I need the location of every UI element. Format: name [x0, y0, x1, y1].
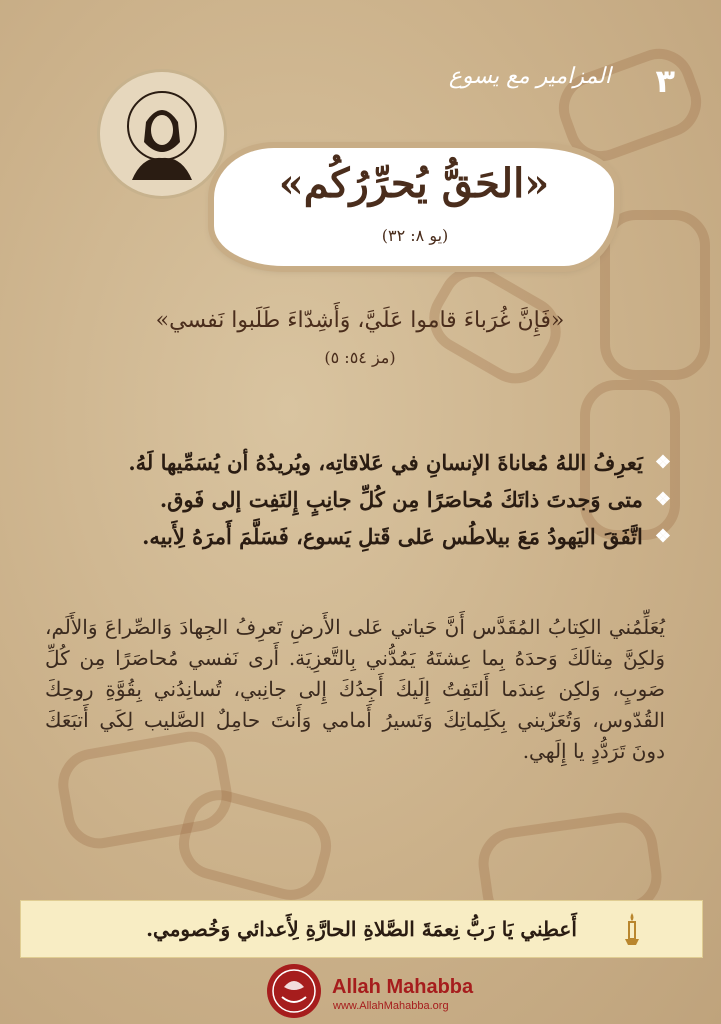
- diamond-bullet-icon: ❖: [654, 489, 671, 510]
- page-number: ٣: [655, 62, 675, 100]
- psalm-quote: «فَإِنَّ غُرَباءَ قاموا عَلَيَّ، وَأَشِدّاءَ طَلَبوا نَفسي»: [155, 308, 565, 333]
- bullet-text: متى وَجدتَ ذاتَكَ مُحاصَرًا مِن كُلِّ جانِبٍ إِلتَفِت إلى فَوق.: [159, 487, 643, 512]
- allah-mahabba-logo: [266, 963, 322, 1019]
- bullet-item: [41, 487, 671, 512]
- bullet-item: [41, 450, 671, 475]
- psalm-reference: (مز ٥٤: ٥): [324, 348, 396, 367]
- diamond-bullet-icon: ❖: [654, 526, 671, 547]
- bullet-text: اتَّفَقَ اليَهودُ مَعَ بيلاطُس عَلى قَتلِ يَسوع، فَسَلَّمَ أَمرَهُ لِأَبيه.: [142, 524, 643, 549]
- jesus-icon: [100, 72, 224, 196]
- brand-url[interactable]: www.AllahMahabba.org: [333, 1000, 449, 1012]
- diamond-bullet-icon: ❖: [654, 452, 671, 473]
- bullet-item: [41, 524, 671, 549]
- prayer-text: أَعطِني يَا رَبُّ نِعمَةَ الصَّلاةِ الحارَّةِ لِأَعدائي وَخُصومي.: [146, 917, 577, 941]
- page-title: «الحَقُّ يُحرِّرُكُم»: [278, 160, 550, 207]
- chain-decoration: [171, 782, 339, 908]
- bullet-text: يَعرِفُ اللهُ مُعاناةَ الإنسانِ في عَلاقاتِه، ويُريدُهُ أن يُسَمِّيها لَهُ.: [128, 450, 643, 475]
- meditation-text: يُعَلِّمُني الكِتابُ المُقَدَّس أَنَّ حَياتي عَلى الأَرضِ تَعرِفُ الجِهادَ وَالصِّراعَ وَالأَلَم، وَلكِنَّ مِثالَكَ وَحدَهُ بِما عِشتَهُ يَمُدُّني بِالتَّعزِيَة. أَرى نَفسي مُحاصَرًا مِن كُلِّ صَوبٍ، وَلكِن عِندَما أَلتَفِتُ إِلَيكَ أَجِدُكَ إِلى جانِبي، تُسانِدُني بِقُوَّةِ روحِكَ القُدّوس، وَتُعَزّيني بِكَلِماتِكَ وَتَسيرُ أَمامي وَأَنتَ حامِلٌ الصَّليب لِكَي أَتبَعَكَ دونَ تَرَدُّدٍ يا إِلَهي.: [45, 615, 665, 763]
- candle-icon: [620, 911, 644, 947]
- brand-name: Allah Mahabba: [332, 976, 474, 998]
- prayer-box: [20, 900, 703, 958]
- title-reference: (يو ٨: ٣٢): [381, 226, 449, 245]
- chain-decoration: [549, 39, 711, 171]
- series-title: المزامير مع يسوع: [448, 64, 611, 89]
- bullet-list: [41, 450, 671, 561]
